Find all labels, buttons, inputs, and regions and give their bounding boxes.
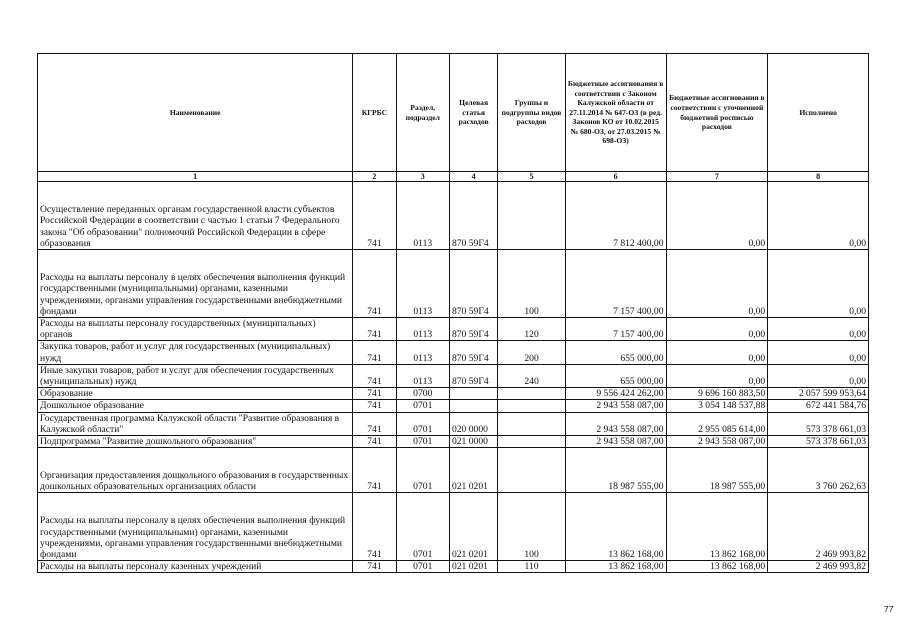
col-header-done: Исполнено xyxy=(768,54,869,172)
law-amount-cell: 2 943 558 087,00 xyxy=(565,412,666,435)
table-row xyxy=(38,364,869,387)
done-amount-cell: 2 057 599 953,64 xyxy=(768,388,869,400)
section-cell: 0701 xyxy=(396,436,449,448)
column-number-row xyxy=(38,172,869,182)
col-header-section: Раздел, подраздел xyxy=(396,54,449,172)
law-amount-cell: 2 943 558 087,00 xyxy=(565,400,666,412)
group-cell xyxy=(498,448,565,493)
col-number: 7 xyxy=(666,172,768,182)
table-row xyxy=(38,318,869,341)
name: Иные закупки товаров, работ и услуг для обеспечения государственных (муниципальных) нужд xyxy=(38,364,353,387)
roster-amount-cell: 0,00 xyxy=(666,250,768,318)
law-amount-cell: 7 157 400,00 xyxy=(565,250,666,318)
table-row xyxy=(38,250,869,318)
roster-amount-cell: 0,00 xyxy=(666,182,768,250)
col-header-target: Целевая статья расходов xyxy=(449,54,497,172)
done-amount-cell: 2 469 993,82 xyxy=(768,493,869,561)
name: Расходы на выплаты персоналу в целях обеспечения выполнения функций государственными (муниципальными) органами, казенными учреждениями, органами управления государственными внебюджетными фондами xyxy=(38,250,353,318)
target-cell: 021 0201 xyxy=(449,448,497,493)
target-cell: 870 59Г4 xyxy=(449,364,497,387)
law-amount-cell: 655 000,00 xyxy=(565,341,666,364)
col-number: 8 xyxy=(768,172,869,182)
table-row xyxy=(38,400,869,412)
name: Закупка товаров, работ и услуг для государственных (муниципальных) нужд xyxy=(38,341,353,364)
name: Подпрограмма "Развитие дошкольного образования" xyxy=(38,436,353,448)
group-cell xyxy=(498,182,565,250)
done-amount-cell: 0,00 xyxy=(768,182,869,250)
section-cell: 0701 xyxy=(396,561,449,573)
law-amount-cell: 2 943 558 087,00 xyxy=(565,436,666,448)
section-cell: 0113 xyxy=(396,318,449,341)
group-cell xyxy=(498,400,565,412)
law-amount-cell: 9 556 424 262,00 xyxy=(565,388,666,400)
target-cell: 021 0000 xyxy=(449,436,497,448)
col-number: 2 xyxy=(353,172,396,182)
roster-amount-cell: 0,00 xyxy=(666,364,768,387)
col-header-name: Наименование xyxy=(38,54,353,172)
done-amount-cell: 0,00 xyxy=(768,364,869,387)
law-amount-cell: 13 862 168,00 xyxy=(565,561,666,573)
group-cell xyxy=(498,412,565,435)
col-header-group: Группы и подгруппы видов расходов xyxy=(498,54,565,172)
section-cell: 0701 xyxy=(396,400,449,412)
section-cell: 0113 xyxy=(396,250,449,318)
table-row xyxy=(38,448,869,493)
group-cell xyxy=(498,436,565,448)
kgrbs-cell: 741 xyxy=(353,448,396,493)
roster-amount-cell: 0,00 xyxy=(666,318,768,341)
table-row xyxy=(38,412,869,435)
kgrbs-cell: 741 xyxy=(353,400,396,412)
target-cell: 870 59Г4 xyxy=(449,341,497,364)
kgrbs-cell: 741 xyxy=(353,561,396,573)
target-cell: 870 59Г4 xyxy=(449,318,497,341)
kgrbs-cell: 741 xyxy=(353,182,396,250)
section-cell: 0113 xyxy=(396,341,449,364)
col-number: 5 xyxy=(498,172,565,182)
roster-amount-cell: 2 955 085 614,00 xyxy=(666,412,768,435)
target-cell xyxy=(449,400,497,412)
page-number: 77 xyxy=(884,604,894,614)
section-cell: 0701 xyxy=(396,493,449,561)
section-cell: 0113 xyxy=(396,364,449,387)
law-amount-cell: 18 987 555,00 xyxy=(565,448,666,493)
group-cell: 120 xyxy=(498,318,565,341)
law-amount-cell: 655 000,00 xyxy=(565,364,666,387)
done-amount-cell: 2 469 993,82 xyxy=(768,561,869,573)
table-row xyxy=(38,341,869,364)
target-cell: 870 59Г4 xyxy=(449,250,497,318)
roster-amount-cell: 9 696 160 883,50 xyxy=(666,388,768,400)
table-row xyxy=(38,493,869,561)
target-cell: 021 0201 xyxy=(449,561,497,573)
name: Организация предоставления дошкольного образования в государственных дошкольных образовательных организациях области xyxy=(38,448,353,493)
name: Дошкольное образование xyxy=(38,400,353,412)
name: Образование xyxy=(38,388,353,400)
name: Расходы на выплаты персоналу в целях обеспечения выполнения функций государственными (муниципальными) органами, казенными учреждениями, органами управления государственными внебюджетными фондами xyxy=(38,493,353,561)
target-cell: 870 59Г4 xyxy=(449,182,497,250)
name: Расходы на выплаты персоналу государственных (муниципальных) органов xyxy=(38,318,353,341)
kgrbs-cell: 741 xyxy=(353,493,396,561)
budget-table xyxy=(37,53,869,573)
kgrbs-cell: 741 xyxy=(353,388,396,400)
col-number: 3 xyxy=(396,172,449,182)
target-cell: 020 0000 xyxy=(449,412,497,435)
kgrbs-cell: 741 xyxy=(353,318,396,341)
done-amount-cell: 0,00 xyxy=(768,318,869,341)
done-amount-cell: 0,00 xyxy=(768,341,869,364)
kgrbs-cell: 741 xyxy=(353,341,396,364)
header-row xyxy=(38,54,869,172)
roster-amount-cell: 13 862 168,00 xyxy=(666,493,768,561)
col-number: 1 xyxy=(38,172,353,182)
kgrbs-cell: 741 xyxy=(353,412,396,435)
name: Осуществление переданных органам государственной власти субъектов Российской Федерации в соответствии с частью 1 статьи 7 Федерального закона "Об образовании" полномочий Российской Федерации в сфере образования xyxy=(38,182,353,250)
name: Государственная программа Калужской области "Развитие образования в Калужской области" xyxy=(38,412,353,435)
section-cell: 0113 xyxy=(396,182,449,250)
law-amount-cell: 7 157 400,00 xyxy=(565,318,666,341)
group-cell: 100 xyxy=(498,493,565,561)
group-cell xyxy=(498,388,565,400)
roster-amount-cell: 2 943 558 087,00 xyxy=(666,436,768,448)
col-header-kgrbs: КГРБС xyxy=(353,54,396,172)
section-cell: 0701 xyxy=(396,412,449,435)
roster-amount-cell: 0,00 xyxy=(666,341,768,364)
done-amount-cell: 573 378 661,03 xyxy=(768,412,869,435)
law-amount-cell: 7 812 400,00 xyxy=(565,182,666,250)
roster-amount-cell: 18 987 555,00 xyxy=(666,448,768,493)
group-cell: 240 xyxy=(498,364,565,387)
col-number: 6 xyxy=(565,172,666,182)
group-cell: 100 xyxy=(498,250,565,318)
roster-amount-cell: 13 862 168,00 xyxy=(666,561,768,573)
done-amount-cell: 0,00 xyxy=(768,250,869,318)
kgrbs-cell: 741 xyxy=(353,364,396,387)
col-header-law: Бюджетные ассигнования в соответствии с Законом Калужской области от 27.11.2014 № 647-ОЗ (в ред. Законов КО от 10.02.2015 № 680-ОЗ, от 27.03.2015 № 698-ОЗ) xyxy=(565,54,666,172)
target-cell: 021 0201 xyxy=(449,493,497,561)
table-row xyxy=(38,436,869,448)
kgrbs-cell: 741 xyxy=(353,436,396,448)
roster-amount-cell: 3 054 148 537,88 xyxy=(666,400,768,412)
table-row xyxy=(38,388,869,400)
name: Расходы на выплаты персоналу казенных учреждений xyxy=(38,561,353,573)
table-row xyxy=(38,561,869,573)
done-amount-cell: 672 441 584,76 xyxy=(768,400,869,412)
section-cell: 0701 xyxy=(396,448,449,493)
table-body xyxy=(38,182,869,573)
done-amount-cell: 3 760 262,63 xyxy=(768,448,869,493)
target-cell xyxy=(449,388,497,400)
table-row xyxy=(38,182,869,250)
col-number: 4 xyxy=(449,172,497,182)
group-cell: 110 xyxy=(498,561,565,573)
group-cell: 200 xyxy=(498,341,565,364)
section-cell: 0700 xyxy=(396,388,449,400)
law-amount-cell: 13 862 168,00 xyxy=(565,493,666,561)
col-header-roster: Бюджетные ассигнования в соответствии с уточненной бюджетной росписью расходов xyxy=(666,54,768,172)
kgrbs-cell: 741 xyxy=(353,250,396,318)
done-amount-cell: 573 378 661,03 xyxy=(768,436,869,448)
